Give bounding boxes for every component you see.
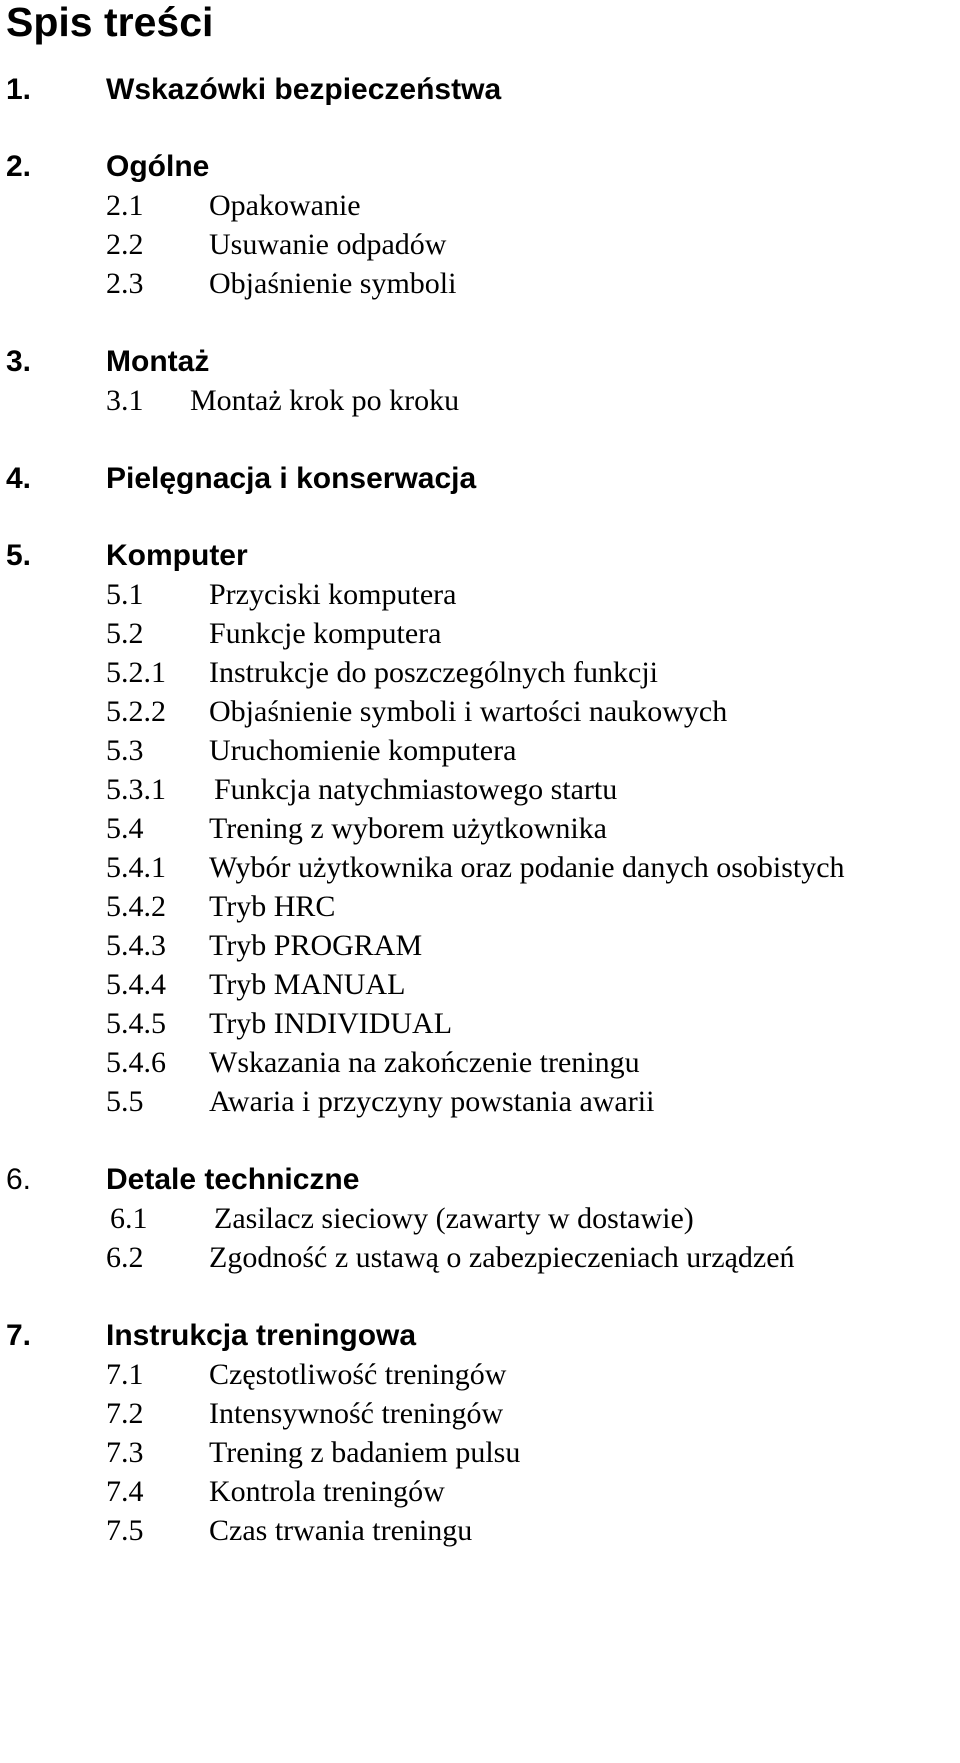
entry-number: 2.2 xyxy=(106,228,144,261)
entry-number: 6.1 xyxy=(110,1202,148,1235)
entry-number: 5.1 xyxy=(106,578,144,611)
entry-title: Usuwanie odpadów xyxy=(209,228,447,261)
entry-number: 5.5 xyxy=(106,1085,144,1118)
section-title: Detale techniczne xyxy=(106,1163,360,1196)
entry-title: Intensywność treningów xyxy=(209,1397,504,1430)
entry-number: 6.2 xyxy=(106,1241,144,1274)
entry-number: 5.3 xyxy=(106,734,144,767)
entry-number: 7.3 xyxy=(106,1436,144,1469)
entry-number: 5.2 xyxy=(106,617,144,650)
entry-number: 7.5 xyxy=(106,1514,144,1547)
entry-number: 5.4.1 xyxy=(106,851,166,884)
entry-number: 5.4.5 xyxy=(106,1007,166,1040)
entry-number: 7.2 xyxy=(106,1397,144,1430)
entry-title: Wybór użytkownika oraz podanie danych osobistych xyxy=(209,851,845,884)
entry-title: Objaśnienie symboli xyxy=(209,267,457,300)
entry-title: Funkcje komputera xyxy=(209,617,442,650)
section-number: 1. xyxy=(6,73,32,106)
section-title: Pielęgnacja i konserwacja xyxy=(106,462,477,495)
entry-number: 5.4.3 xyxy=(106,929,166,962)
entry-title: Czas trwania treningu xyxy=(209,1514,473,1547)
entry-title: Tryb PROGRAM xyxy=(209,929,423,962)
entry-title: Tryb HRC xyxy=(209,890,336,923)
entry-title: Kontrola treningów xyxy=(209,1475,445,1508)
entry-number: 5.4.2 xyxy=(106,890,166,923)
page-title: Spis treści xyxy=(6,0,214,45)
entry-title: Montaż krok po kroku xyxy=(190,384,460,417)
entry-title: Objaśnienie symboli i wartości naukowych xyxy=(209,695,728,728)
entry-number: 2.1 xyxy=(106,189,144,222)
entry-number: 2.3 xyxy=(106,267,144,300)
section-title: Instrukcja treningowa xyxy=(106,1319,417,1352)
section-number: 4. xyxy=(6,462,32,495)
section-title: Komputer xyxy=(106,539,248,572)
section-number: 6. xyxy=(6,1163,32,1196)
entry-number: 5.2.1 xyxy=(106,656,166,689)
entry-number: 7.4 xyxy=(106,1475,144,1508)
entry-title: Przyciski komputera xyxy=(209,578,457,611)
entry-title: Trening z wyborem użytkownika xyxy=(209,812,607,845)
entry-title: Tryb INDIVIDUAL xyxy=(209,1007,453,1040)
section-title: Wskazówki bezpieczeństwa xyxy=(106,73,502,106)
entry-title: Częstotliwość treningów xyxy=(209,1358,507,1391)
entry-number: 5.4.6 xyxy=(106,1046,166,1079)
entry-number: 5.4 xyxy=(106,812,144,845)
section-title: Montaż xyxy=(106,345,210,378)
entry-title: Funkcja natychmiastowego startu xyxy=(214,773,618,806)
section-number: 5. xyxy=(6,539,32,572)
section-number: 2. xyxy=(6,150,32,183)
entry-title: Instrukcje do poszczególnych funkcji xyxy=(209,656,659,689)
entry-number: 7.1 xyxy=(106,1358,144,1391)
entry-title: Awaria i przyczyny powstania awarii xyxy=(209,1085,655,1118)
entry-number: 5.4.4 xyxy=(106,968,166,1001)
entry-title: Tryb MANUAL xyxy=(209,968,406,1001)
entry-title: Zasilacz sieciowy (zawarty w dostawie) xyxy=(214,1202,694,1235)
section-number: 3. xyxy=(6,345,32,378)
entry-number: 3.1 xyxy=(106,384,144,417)
entry-title: Zgodność z ustawą o zabezpieczeniach urządzeń xyxy=(209,1241,795,1274)
entry-number: 5.3.1 xyxy=(106,773,166,806)
entry-title: Uruchomienie komputera xyxy=(209,734,517,767)
entry-title: Trening z badaniem pulsu xyxy=(209,1436,521,1469)
section-title: Ogólne xyxy=(106,150,210,183)
section-number: 7. xyxy=(6,1319,32,1352)
entry-title: Wskazania na zakończenie treningu xyxy=(209,1046,640,1079)
entry-title: Opakowanie xyxy=(209,189,361,222)
entry-number: 5.2.2 xyxy=(106,695,166,728)
